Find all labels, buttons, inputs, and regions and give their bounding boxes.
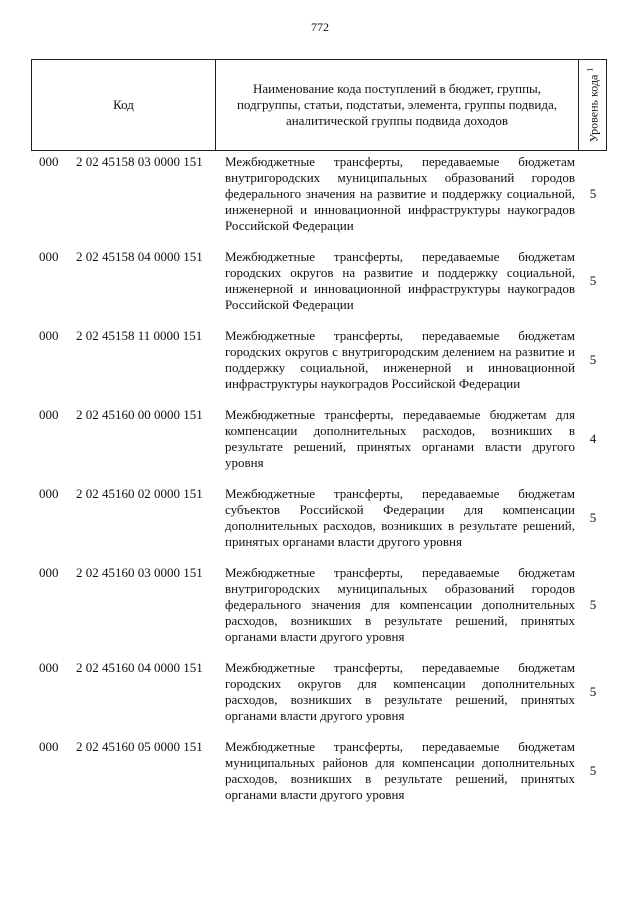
row-group: 000	[39, 486, 59, 501]
table-header	[31, 59, 607, 151]
row-level: 5	[589, 273, 597, 288]
row-code: 2 02 45160 00 0000 151	[76, 407, 203, 422]
table-row	[31, 328, 607, 392]
row-level: 5	[589, 352, 597, 367]
table-row	[31, 565, 607, 645]
row-name: Межбюджетные трансферты, передаваемые бюджетам городских округов для компенсации дополнительных расходов, возникших в результате решений, принятых органами власти другого уровня	[225, 660, 575, 723]
row-level: 5	[589, 186, 597, 201]
row-group: 000	[39, 407, 59, 422]
row-level: 5	[589, 597, 597, 612]
row-name: Межбюджетные трансферты, передаваемые бюджетам субъектов Российской Федерации для компенсации дополнительных расходов, возникших в результате решений, принятых органами власти другого уровня	[225, 486, 575, 549]
row-name: Межбюджетные трансферты, передаваемые бюджетам для компенсации дополнительных расходов, возникших в результате решений, принятых органами власти другого уровня	[225, 407, 575, 470]
row-group: 000	[39, 739, 59, 754]
row-name: Межбюджетные трансферты, передаваемые бюджетам городских округов на развитие и поддержку социальной, инженерной и инновационной инфраструктуры наукоградов Российской Федерации	[225, 249, 575, 312]
table-row	[31, 660, 607, 724]
table-row	[31, 739, 607, 803]
row-level: 5	[589, 510, 597, 525]
header-code: Код	[32, 60, 216, 150]
table-body	[31, 154, 607, 818]
page-number: 772	[311, 20, 329, 34]
row-name: Межбюджетные трансферты, передаваемые бюджетам внутригородских муниципальных образований городов федерального значения для компенсации дополнительных расходов, возникших в результате решений, принятых органами власти другого уровня	[225, 565, 575, 644]
header-name: Наименование кода поступлений в бюджет, группы, подгруппы, статьи, подстатьи, элемента, группы подвида, аналитической группы подвида доходов	[216, 60, 579, 150]
row-group: 000	[39, 660, 59, 675]
row-code: 2 02 45160 04 0000 151	[76, 660, 203, 675]
row-group: 000	[39, 249, 59, 264]
row-name: Межбюджетные трансферты, передаваемые бюджетам внутригородских муниципальных образований городов федерального значения на развитие и поддержку социальной, инженерной и инновационной инфраструктуры наукоградов Российской Федерации	[225, 154, 575, 233]
table-row	[31, 486, 607, 550]
header-level	[580, 60, 607, 150]
header-level-text: Уровень кода	[586, 74, 601, 143]
row-code: 2 02 45160 05 0000 151	[76, 739, 203, 754]
row-name: Межбюджетные трансферты, передаваемые бюджетам городских округов с внутригородским делением на развитие и поддержку социальной, инженерной и инновационной инфраструктуры наукоградов Российской Федерации	[225, 328, 575, 391]
row-code: 2 02 45158 03 0000 151	[76, 154, 203, 169]
table-row	[31, 249, 607, 313]
row-code: 2 02 45158 04 0000 151	[76, 249, 203, 264]
header-level-footnote: 1	[585, 67, 595, 72]
table-row	[31, 154, 607, 234]
row-code: 2 02 45160 03 0000 151	[76, 565, 203, 580]
row-group: 000	[39, 565, 59, 580]
row-level: 5	[589, 763, 597, 778]
row-code: 2 02 45160 02 0000 151	[76, 486, 203, 501]
table-row	[31, 407, 607, 471]
row-level: 4	[589, 431, 597, 446]
row-group: 000	[39, 154, 59, 169]
row-group: 000	[39, 328, 59, 343]
row-level: 5	[589, 684, 597, 699]
row-code: 2 02 45158 11 0000 151	[76, 328, 203, 343]
header-level-label	[586, 68, 602, 143]
row-name: Межбюджетные трансферты, передаваемые бюджетам муниципальных районов для компенсации дополнительных расходов, возникших в результате решений, принятых органами власти другого уровня	[225, 739, 575, 802]
